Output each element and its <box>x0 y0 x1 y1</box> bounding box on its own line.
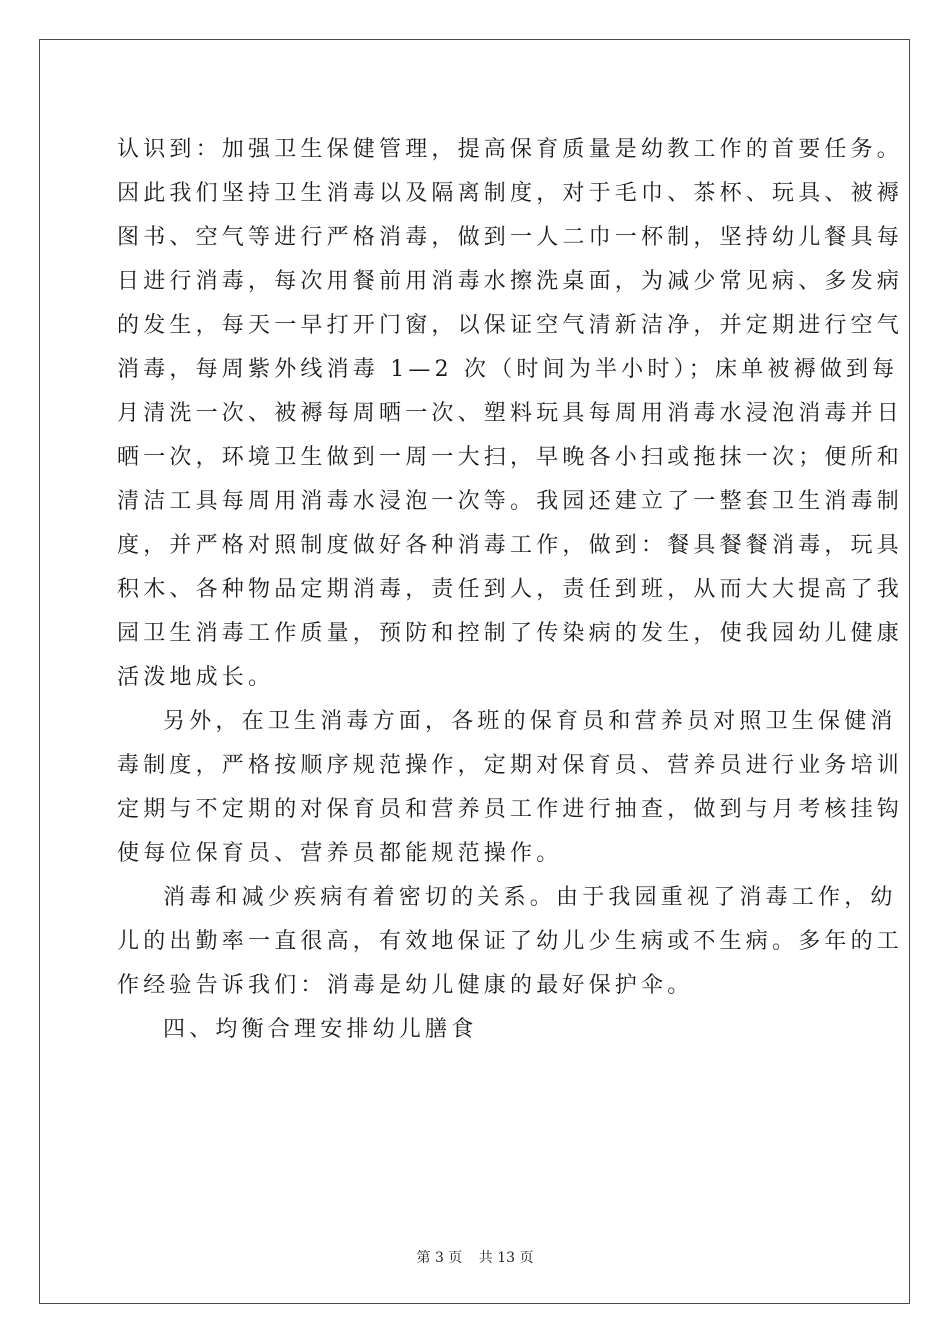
text-line: 认识到：加强卫生保健管理，提高保育质量是幼教工作的首要任务。 <box>117 137 904 162</box>
text-line: 使每位保育员、营养员都能规范操作。 <box>117 841 563 866</box>
text-line: 儿的出勤率一直很高，有效地保证了幼儿少生病或不生病。多年的工 <box>117 929 904 954</box>
text-line: 消毒，每周紫外线消毒 1—2 次（时间为半小时）；床单被褥做到每 <box>117 357 899 382</box>
document-body <box>117 128 904 1052</box>
paragraph-start-line: 另外，在卫生消毒方面，各班的保育员和营养员对照卫生保健消 <box>163 709 897 734</box>
text-line: 的发生，每天一早打开门窗，以保证空气清新洁净，并定期进行空气 <box>117 313 904 338</box>
text-line: 月清洗一次、被褥每周晒一次、塑料玩具每周用消毒水浸泡消毒并日 <box>117 401 904 426</box>
text-line: 作经验告诉我们：消毒是幼儿健康的最好保护伞。 <box>117 973 694 998</box>
text-line: 毒制度，严格按顺序规范操作，定期对保育员、营养员进行业务培训 <box>117 753 904 778</box>
paragraph-start-line: 消毒和减少疾病有着密切的关系。由于我园重视了消毒工作，幼 <box>163 885 897 910</box>
text-line: 因此我们坚持卫生消毒以及隔离制度，对于毛巾、茶杯、玩具、被褥 <box>117 181 904 206</box>
page-footer <box>0 1247 950 1267</box>
text-line: 活泼地成长。 <box>117 665 275 690</box>
text-line: 度，并严格对照制度做好各种消毒工作，做到：餐具餐餐消毒，玩具 <box>117 533 904 558</box>
page-number: 第 3 页 <box>416 1250 463 1266</box>
text-line: 清洁工具每周用消毒水浸泡一次等。我园还建立了一整套卫生消毒制 <box>117 489 904 514</box>
text-line: 图书、空气等进行严格消毒，做到一人二巾一杯制，坚持幼儿餐具每 <box>117 225 904 250</box>
section-heading: 四、均衡合理安排幼儿膳食 <box>163 1017 478 1042</box>
page-total: 共 13 页 <box>478 1250 534 1266</box>
text-line: 园卫生消毒工作质量，预防和控制了传染病的发生，使我园幼儿健康 <box>117 621 904 646</box>
text-line: 积木、各种物品定期消毒，责任到人，责任到班，从而大大提高了我 <box>117 577 904 602</box>
text-line: 日进行消毒，每次用餐前用消毒水擦洗桌面，为减少常见病、多发病 <box>117 269 904 294</box>
text-line: 定期与不定期的对保育员和营养员工作进行抽查，做到与月考核挂钩 <box>117 797 904 822</box>
text-line: 晒一次，环境卫生做到一周一大扫，早晚各小扫或拖抹一次；便所和 <box>117 445 904 470</box>
